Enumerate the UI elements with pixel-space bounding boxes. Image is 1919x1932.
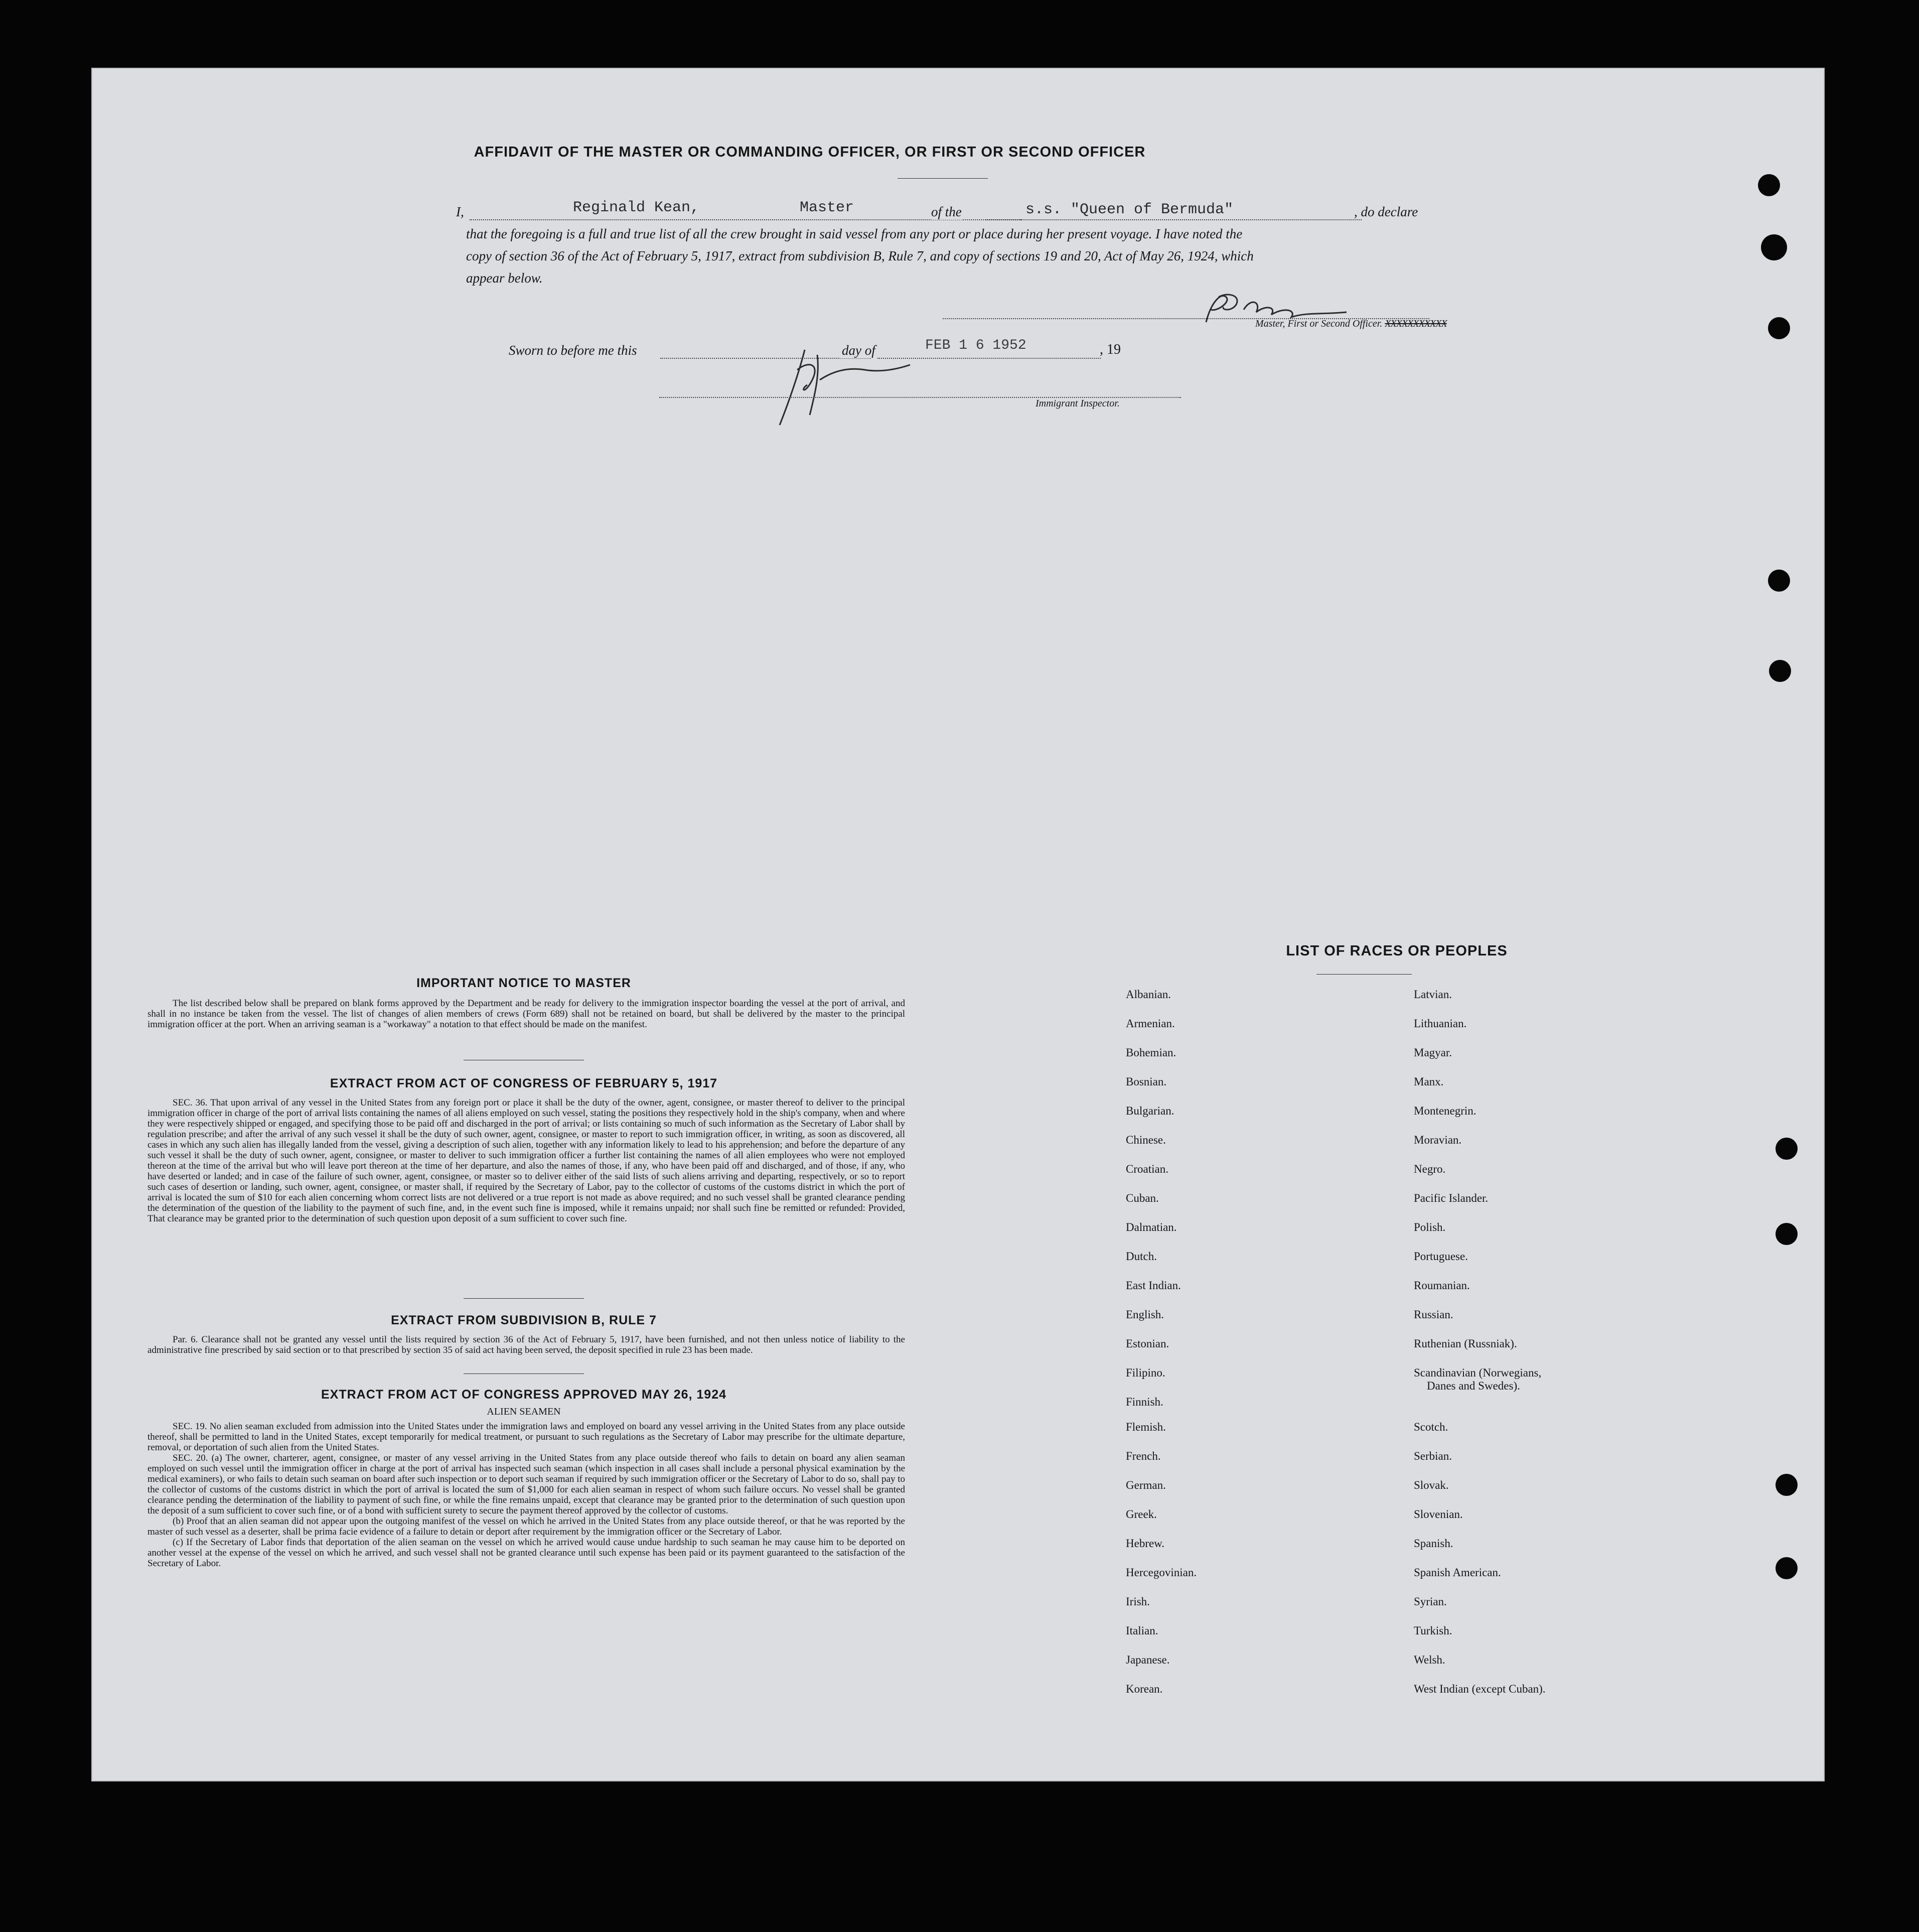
race-item: Albanian. xyxy=(1126,988,1171,1001)
race-item: Croatian. xyxy=(1126,1163,1168,1175)
race-item: Serbian. xyxy=(1414,1450,1452,1462)
race-item: French. xyxy=(1126,1450,1161,1462)
punch-hole xyxy=(1776,1474,1798,1496)
race-item: Irish. xyxy=(1126,1595,1150,1608)
race-item: Welsh. xyxy=(1414,1653,1445,1666)
vessel-line xyxy=(985,218,1362,220)
affidavit-line-4: appear below. xyxy=(466,270,543,286)
rule7-paragraph: Par. 6. Clearance shall not be granted any vessel until the lists required by section 36 of the Act of February 5, 1917, have been furnished, and not then unless notice of liability to the administrative fine prescribed by said section or to that prescribed by section 35 of said act having been served, the deposit specified in rule 23 has been made. xyxy=(147,1334,905,1355)
punch-hole xyxy=(1758,174,1780,196)
notice-title: IMPORTANT NOTICE TO MASTER xyxy=(416,976,631,990)
race-item: Scandinavian (Norwegians, xyxy=(1414,1366,1542,1379)
race-item: Hercegovinian. xyxy=(1126,1566,1197,1579)
affidavit-line-2: that the foregoing is a full and true list of all the crew brought in said vessel from any port or place during her present voyage. I have noted the xyxy=(466,226,1243,241)
race-item: Flemish. xyxy=(1126,1421,1166,1433)
section-20a-paragraph: SEC. 20. (a) The owner, charterer, agent, consignee, or master of any vessel arriving in the United States from any place outside thereof who fails to detain on board any alien seaman employed on such vessel until the immigration officer in charge at the port of arrival has inspected such seaman (which inspection in all cases shall include a personal physical examination by the medical examiners), or who fails to detain such seaman on board after such inspection or to deport such seaman if required by such immigration officer or the Secretary of Labor to do so, shall pay to the collector of customs of the customs district in which the port of arrival is located the sum of $1,000 for each alien seaman in respect of whom such failure occurs. No vessel shall be granted clearance pending the determination of the liability to payment of such fine, or while the fine remains unpaid, except that clearance may be granted prior to the determination of such question upon the deposit of a sum sufficient to cover such fine, or of a bond with sufficient surety to secure the payment thereof approved by the collector of customs. xyxy=(147,1453,905,1516)
race-item: Moravian. xyxy=(1414,1134,1462,1146)
master-name: Reginald Kean, xyxy=(573,199,700,216)
race-item: Polish. xyxy=(1414,1221,1446,1233)
affidavit-i: I, xyxy=(456,204,464,219)
title-rule xyxy=(898,178,988,179)
punch-hole xyxy=(1776,1223,1798,1245)
race-item: Cuban. xyxy=(1126,1192,1159,1204)
race-item: Dalmatian. xyxy=(1126,1221,1177,1233)
race-item: Greek. xyxy=(1126,1508,1157,1521)
race-item: Finnish. xyxy=(1126,1396,1163,1408)
race-item: Montenegrin. xyxy=(1414,1105,1477,1117)
inspector-signature xyxy=(770,340,920,430)
race-item: Portuguese. xyxy=(1414,1250,1468,1263)
race-item: Slovak. xyxy=(1414,1479,1449,1491)
races-title-rule xyxy=(1316,974,1412,975)
punch-hole xyxy=(1769,660,1791,682)
date-stamp: FEB 1 6 1952 xyxy=(925,338,1026,353)
section-19-paragraph: SEC. 19. No alien seaman excluded from admission into the United States under the immigration laws and employed on board any vessel arriving in the United States from any place outside thereof, shall be permitted to land in the United States, except temporarily for medical treatment, or pursuant to such regulations as the Secretary of Labor may prescribe for the ultimate departure, removal, or deportation of such alien from the United States. xyxy=(147,1421,905,1453)
punch-hole xyxy=(1768,317,1790,339)
race-item: Manx. xyxy=(1414,1075,1444,1088)
document-page xyxy=(91,68,1825,1781)
section-20b-paragraph: (b) Proof that an alien seaman did not appear upon the outgoing manifest of the vessel on which he arrived in the United States from any place outside thereof, or that he was reported by the master of such vessel as a deserter, shall be prima facie evidence of a failure to detain or deport after requirement by the immigration officer or the Secretary of Labor. xyxy=(147,1516,905,1537)
race-item: Roumanian. xyxy=(1414,1279,1470,1292)
race-item: Pacific Islander. xyxy=(1414,1192,1489,1204)
punch-hole xyxy=(1761,234,1787,260)
race-item: Japanese. xyxy=(1126,1653,1170,1666)
race-item: Latvian. xyxy=(1414,988,1452,1001)
extract-1917-title: EXTRACT FROM ACT OF CONGRESS OF FEBRUARY 5, 1917 xyxy=(330,1076,718,1090)
inspector-caption: Immigrant Inspector. xyxy=(1036,398,1120,409)
race-item: Bohemian. xyxy=(1126,1046,1176,1059)
day-of-label: day of xyxy=(840,343,877,358)
race-item: Spanish American. xyxy=(1414,1566,1501,1579)
rule7-title: EXTRACT FROM SUBDIVISION B, RULE 7 xyxy=(391,1313,657,1327)
affidavit-line-3: copy of section 36 of the Act of February 5, 1917, extract from subdivision B, Rule 7, and copy of sections 19 and 20, Act of May 26, 1924, which xyxy=(466,248,1254,263)
notice-text xyxy=(147,998,905,1030)
master-caption-text: Master, First or Second Officer. xyxy=(1255,318,1383,329)
race-item: Italian. xyxy=(1126,1624,1158,1637)
race-item: West Indian (except Cuban). xyxy=(1414,1683,1546,1695)
section-20c-paragraph: (c) If the Secretary of Labor finds that deportation of the alien seaman on the vessel on which he arrived would cause undue hardship to such seaman he may cause him to be deported on another vessel at the expense of the vessel on which he arrived, and such vessel shall not be granted clearance until such expense has been paid or its payment guaranteed to the satisfaction of the Secretary of Labor. xyxy=(147,1537,905,1569)
section-36-paragraph: SEC. 36. That upon arrival of any vessel in the United States from any foreign port or place it shall be the duty of the owner, agent, consignee, or master thereof to deliver to the principal immigration officer in charge of the port of arrival lists containing the names of all aliens employed on such vessel, stating the positions they respectively hold in the ship's company, when and where they were respectively shipped or engaged, and specifying those to be paid off and discharged in the port of arrival; or lists containing so much of such information as the Secretary of Labor shall by regulation prescribe; and after the arrival of any such vessel it shall be the duty of such owner, agent, consignee, or master to report to such immigration officer, in writing, as soon as discovered, all cases in which any such alien has illegally landed from the vessel, giving a description of such alien, together with any information likely to lead to his apprehension; and before the departure of any such vessel it shall be the duty of such owner, agent, consignee, or master to deliver to such immigration officer a further list containing the names of all alien employees who were not employed thereon at the time of the arrival but who will leave port thereon at the time of her departure, and also the names of those, if any, who have been paid off and discharged, and of those, if any, who have deserted or landed; and in case of the failure of such owner, agent, consignee, or master so to deliver either of the said lists of such aliens arriving and departing, respectively, or so to report such cases of desertion or landing, such owner, agent, consignee, or master shall, if required by the Secretary of Labor, pay to the collector of customs of the customs district in which the port of arrival is located the sum of $10 for each alien concerning whom correct lists are not delivered or a true report is not made as above required; and no such vessel shall be granted clearance pending the determination of the question of the liability to the payment of such fine, and, in the event such fine is imposed, while it remains unpaid; nor shall such fine be remitted or refunded: Provided, That clearance may be granted prior to the determination of such question upon deposit of a sum sufficient to cover such fine. xyxy=(147,1097,905,1224)
race-item: East Indian. xyxy=(1126,1279,1181,1292)
race-item: Turkish. xyxy=(1414,1624,1452,1637)
race-item: Syrian. xyxy=(1414,1595,1447,1608)
race-item: Danes and Swedes). xyxy=(1427,1379,1520,1392)
races-title: LIST OF RACES OR PEOPLES xyxy=(1286,943,1508,959)
rule7-text xyxy=(147,1334,905,1355)
race-item: Chinese. xyxy=(1126,1134,1166,1146)
race-item: English. xyxy=(1126,1308,1164,1321)
vessel-name: s.s. "Queen of Bermuda" xyxy=(1025,201,1234,218)
race-item: Ruthenian (Russniak). xyxy=(1414,1337,1517,1350)
extract-1924-title: EXTRACT FROM ACT OF CONGRESS APPROVED MAY 26, 1924 xyxy=(321,1388,727,1402)
affidavit-title: AFFIDAVIT OF THE MASTER OR COMMANDING OFFICER, OR FIRST OR SECOND OFFICER xyxy=(474,144,1146,160)
race-item: Hebrew. xyxy=(1126,1537,1165,1550)
alien-seamen-subtitle: ALIEN SEAMEN xyxy=(487,1406,561,1417)
master-caption xyxy=(1255,318,1447,330)
sworn-label: Sworn to before me this xyxy=(509,343,637,358)
race-item: German. xyxy=(1126,1479,1166,1491)
race-item: Bosnian. xyxy=(1126,1075,1167,1088)
race-item: Negro. xyxy=(1414,1163,1446,1175)
race-item: Bulgarian. xyxy=(1126,1105,1174,1117)
race-item: Lithuanian. xyxy=(1414,1017,1467,1030)
race-item: Estonian. xyxy=(1126,1337,1169,1350)
of-the-label: of the xyxy=(931,204,962,219)
struck-text: XXXXXXXXXXX xyxy=(1385,318,1447,329)
extract-1917-text xyxy=(147,1097,905,1224)
punch-hole xyxy=(1776,1138,1798,1160)
punch-hole xyxy=(1776,1557,1798,1579)
race-item: Korean. xyxy=(1126,1683,1163,1695)
race-item: Armenian. xyxy=(1126,1017,1175,1030)
race-item: Slovenian. xyxy=(1414,1508,1463,1521)
extract-1924-text xyxy=(147,1421,905,1569)
race-item: Magyar. xyxy=(1414,1046,1452,1059)
section-rule xyxy=(464,1298,584,1299)
section-rule xyxy=(464,1373,584,1374)
race-item: Spanish. xyxy=(1414,1537,1453,1550)
do-declare-label: , do declare xyxy=(1354,204,1418,219)
master-rank: Master xyxy=(800,199,854,216)
race-item: Dutch. xyxy=(1126,1250,1157,1263)
race-item: Filipino. xyxy=(1126,1366,1165,1379)
notice-paragraph: The list described below shall be prepared on blank forms approved by the Department and be ready for delivery to the immigration inspector boarding the vessel at the port of arrival, and shall in no instance be taken from the vessel. The list of changes of alien members of crews (Form 689) shall not be retained on board, but shall be delivered by the master to the principal immigration officer at the port. When an arriving seaman is a "workaway" a notation to that effect should be made on the manifest. xyxy=(147,998,905,1030)
race-item: Scotch. xyxy=(1414,1421,1448,1433)
year-label: , 19 xyxy=(1100,342,1121,357)
race-item: Russian. xyxy=(1414,1308,1453,1321)
punch-hole xyxy=(1768,570,1790,592)
